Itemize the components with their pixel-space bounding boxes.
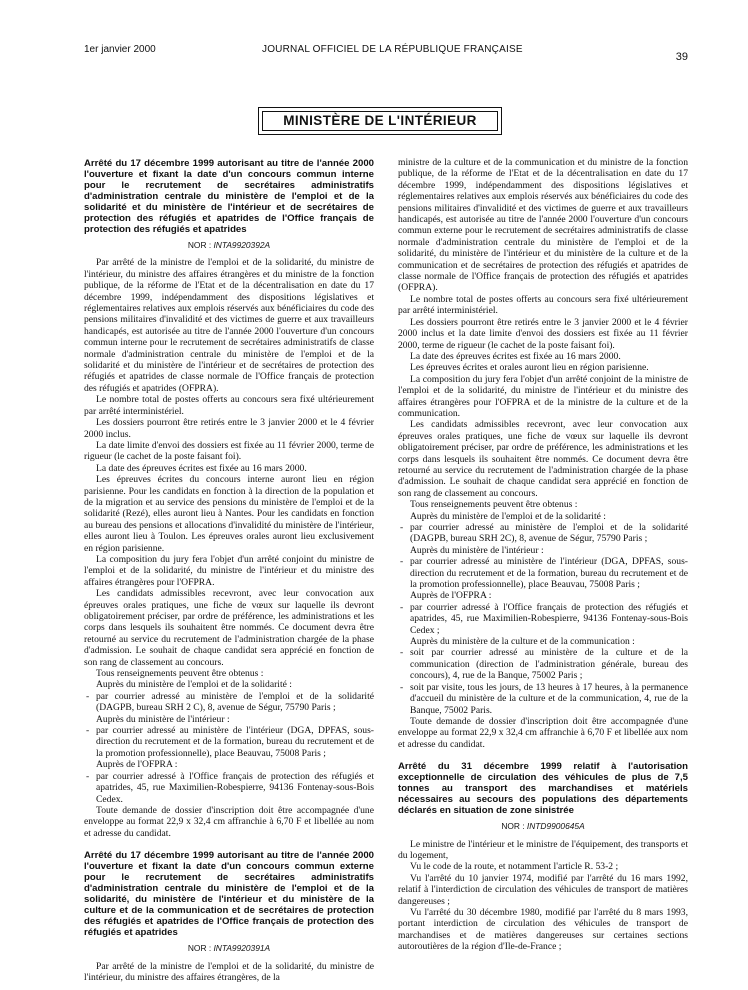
article-separator [398, 750, 688, 760]
article-2-paragraph: Les dossiers pourront être retirés entre le 3 janvier 2000 et le 4 février 2000 inclus et la date limite d'envoi des dossiers est fixée au 11 février 2000, terme de rigueur (le cachet de la poste faisant foi). [398, 316, 688, 351]
article-3-paragraph: Vu l'arrêté du 30 décembre 1980, modifié par l'arrêté du 8 mars 1993, portant interdiction de circulation des véhicules de transport de marchandises et de matières dangereuses sur certaines sections autoroutières de la région d'Ile-de-France ; [398, 906, 688, 953]
article-3-paragraph: Le ministre de l'intérieur et le ministre de l'équipement, des transports et du logement, [398, 838, 688, 861]
article-1-paragraph: Tous renseignements peuvent être obtenus : [96, 668, 264, 680]
article-2-nor-code: INTA9920391A [213, 943, 271, 954]
article-2-paragraph: Toute demande de dossier d'inscription doit être accompagnée d'une enveloppe au format 22,9 x 32,4 cm affranchie à 6,70 F et libellée aux nom et adresse du candidat. [398, 715, 688, 750]
article-1-contact: - par courrier adressé au ministère de l'emploi et de la solidarité (DAGPB, bureau SRH 2 C), 8, avenue de Ségur, 75790 Paris ; [84, 691, 374, 714]
article-1-paragraph: Auprès du ministère de l'intérieur : [96, 713, 230, 725]
article-3-paragraph: Vu l'arrêté du 10 janvier 1974, modifié par l'arrêté du 16 mars 1992, relatif à l'interdiction de circulation des véhicules de transport de matières dangereuses ; [398, 872, 688, 907]
article-1-paragraph: Toute demande de dossier d'inscription doit être accompagnée d'une enveloppe au format 22,9 x 32,4 cm affranchie à 6,70 F et libellée au nom et adresse du candidat. [84, 804, 374, 839]
article-2-paragraph: Auprès du ministère de la culture et de la communication : [410, 636, 635, 648]
article-1-paragraph: Auprès du ministère de l'emploi et de la solidarité : [96, 679, 292, 691]
article-separator [84, 839, 374, 849]
article-2-paragraph: ministre de la culture et de la communication et du ministre de la fonction publique, de la réforme de l'Etat et de la décentralisation en date du 17 décembre 1999, indépendamment des dispositions législatives et réglementaires relatives aux emplois réservés aux bénéficiaires du code des pensions militaires d'invalidité et des victimes de guerre et aux travailleurs handicapés, est autorisée au titre de l'année 2000 l'ouverture d'un concours commun externe pour le recrutement de secrétaires administratifs de classe normale d'administration centrale du ministère de l'emploi et de la solidarité, du ministère de l'intérieur et du ministère de la culture et de la communication et de secrétaires de protection des réfugiés et apatrides de classe normale de l'Office français de protection des réfugiés et apatrides (OFPRA). [398, 157, 688, 294]
article-2-paragraph: Le nombre total de postes offerts au concours sera fixé ultérieurement par arrêté interministériel. [398, 293, 688, 317]
article-1-paragraph: La composition du jury fera l'objet d'un arrêté conjoint du ministre de l'emploi et de la solidarité, du ministre de l'intérieur et du ministre des affaires étrangères pour l'OFPRA. [84, 553, 374, 588]
left-column [84, 157, 374, 983]
article-1-contact: - par courrier adressé à l'Office français de protection des réfugiés et apatrides, 45, rue Maximilien-Robespierre, 94136 Fontenay-sous-Bois Cedex. [84, 771, 374, 805]
article-3-nor-code: INTD9900645A [526, 821, 585, 832]
journal-title: JOURNAL OFFICIEL DE LA RÉPUBLIQUE FRANÇAISE [262, 44, 523, 55]
page-header [84, 44, 688, 63]
article-1-paragraph: Les candidats admissibles recevront, avec leur convocation aux épreuves orales pratiques, une fiche de vœux sur laquelle ils devront obligatoirement préciser, par ordre de préférence, les administrations et les corps dans lesquels ils souhaitent être nommés. Ce document devra être retourné au service du recrutement de l'administration chargée de la phase d'admission. Le souhait de chaque candidat sera apprécié en fonction de son rang de classement au concours. [84, 588, 374, 668]
article-2-contact: - soit par visite, tous les jours, de 13 heures à 17 heures, à la permanence d'accueil du ministère de la culture et de la communication, 4, rue de la Banque, 75002 Paris. [398, 682, 688, 716]
page-number: 39 [675, 51, 688, 63]
article-2-nor: NOR : INTA9920391A [187, 943, 271, 954]
article-2-paragraph: Tous renseignements peuvent être obtenus : [410, 499, 578, 511]
article-2-contact: - par courrier adressé à l'Office français de protection des réfugiés et apatrides, 45, rue Maximilien-Robespierre, 94136 Fontenay-sous-Bois Cedex ; [398, 602, 688, 636]
article-1-paragraph: Les dossiers pourront être retirés entre le 3 janvier 2000 et le 4 février 2000 inclus. [84, 417, 374, 440]
article-2-title: Arrêté du 17 décembre 1999 autorisant au titre de l'année 2000 l'ouverture et fixant la date d'un concours commun externe pour le recrutement de secrétaires administratifs d'administration centrale du ministère de l'emploi et de la solidarité, du ministère de l'intérieur et du ministère de la culture et de la communication et de secrétaires de protection des réfugiés et apatrides de l'Office français de protection des réfugiés et apatrides [84, 850, 374, 939]
article-1-paragraph: Par arrêté de la ministre de l'emploi et de la solidarité, du ministre de l'intérieur, du ministre des affaires étrangères et du ministre de la fonction publique, de la réforme de l'Etat et de la décentralisation en date du 17 décembre 1999, indépendamment des dispositions législatives et réglementaires relatives aux emplois réservés aux bénéficiaires du code des pensions militaires d'invalidité et des victimes de guerre et aux travailleurs handicapés, est autorisée au titre de l'année 2000 l'ouverture d'un concours commun interne pour le recrutement de secrétaires administratifs de classe normale d'administration centrale du ministère de l'emploi et de la solidarité et du ministère de l'intérieur et de secrétaires de protection des réfugiés et apatrides de classe normale de l'Office français de protection des réfugiés et apatrides (OFPRA). [84, 257, 374, 394]
article-2-paragraph: Auprès de l'OFPRA : [410, 590, 492, 602]
article-2-paragraph: Auprès du ministère de l'intérieur : [410, 544, 544, 556]
article-1-title: Arrêté du 17 décembre 1999 autorisant au titre de l'année 2000 l'ouverture et fixant la date d'un concours commun interne pour le recrutement de secrétaires administratifs d'administration centrale du ministère de l'emploi et de la solidarité et du ministère de l'intérieur et de secrétaires de protection des réfugiés et apatrides de l'Office français de protection des réfugiés et apatrides [84, 158, 374, 235]
article-2-contact: - par courrier adressé au ministère de l'emploi et de la solidarité (DAGPB, bureau SRH 2C), 8, avenue de Ségur, 75790 Paris ; [398, 522, 688, 545]
article-2-paragraph: Auprès du ministère de l'emploi et de la solidarité : [410, 510, 606, 522]
article-2-paragraph: Par arrêté de la ministre de l'emploi et de la solidarité, du ministre de l'intérieur, du ministre des affaires étrangères, de la [84, 960, 374, 983]
article-1-paragraph: Auprès de l'OFPRA : [96, 759, 178, 771]
article-1-nor: NOR : INTA9920392A [187, 240, 271, 250]
article-3-title: Arrêté du 31 décembre 1999 relatif à l'autorisation exceptionnelle de circulation des véhicules de plus de 7,5 tonnes au transport des marchandises et matériels nécessaires au secours des populations des départements déclarés en situation de zone sinistrée [398, 761, 688, 817]
article-2-paragraph: La composition du jury fera l'objet d'un arrêté conjoint de la ministre de l'emploi et de la solidarité, du ministre de l'intérieur et du ministre des affaires étrangères pour l'OFPRA et de la ministre de la culture et de la communication. [398, 373, 688, 419]
article-3-paragraph: Vu le code de la route, et notamment l'article R. 53-2 ; [410, 861, 619, 873]
article-1-paragraph: La date des épreuves écrites est fixée au 16 mars 2000. [96, 462, 307, 474]
article-2-paragraph: La date des épreuves écrites est fixée au 16 mars 2000. [410, 350, 621, 362]
article-1-paragraph: La date limite d'envoi des dossiers est fixée au 11 février 2000, terme de rigueur (le cachet de la poste faisant foi). [84, 439, 374, 463]
article-2-paragraph: Les épreuves écrites et orales auront lieu en région parisienne. [410, 362, 649, 374]
ministry-heading-box [258, 107, 502, 135]
issue-date: 1er janvier 2000 [84, 44, 156, 55]
article-1-paragraph: Les épreuves écrites du concours interne auront lieu en région parisienne. Pour les candidats en fonction à la direction de la population et de la migration et au service des pensions du ministère de l'emploi et de la solidarité (Rezé), elles auront lieu à Nantes. Pour les candidats en fonction au bureau des pensions et allocations d'invalidité du ministère de l'intérieur, elles auront lieu à Toulon. Les épreuves orales auront lieu exclusivement en région parisienne. [84, 474, 375, 554]
ministry-heading: MINISTÈRE DE L'INTÉRIEUR [262, 111, 498, 131]
article-1-nor-code: INTA9920392A [213, 240, 271, 250]
article-2-contact: - par courrier adressé au ministère de l'intérieur (DGA, DPFAS, sous-direction du recrutement et de la formation, bureau du recrutement et de la promotion professionnelle), place Beauvau, 75008 Paris ; [398, 556, 688, 590]
article-2-paragraph: Les candidats admissibles recevront, avec leur convocation aux épreuves orales pratiques, une fiche de vœux sur laquelle ils devront obligatoirement préciser, par ordre de préférence, les administrations et les corps dans lesquels ils souhaitent être nommés. Ce document devra être retourné au service du recrutement de l'administration chargée de la phase d'admission. Le souhait de chaque candidat sera apprécié en fonction de son rang de classement au concours. [398, 419, 688, 499]
article-1-paragraph: Le nombre total de postes offerts au concours sera fixé ultérieurement par arrêté interministériel. [84, 394, 374, 417]
right-column [398, 157, 688, 953]
article-3-nor: NOR : INTD9900645A [501, 821, 585, 832]
article-1-contact: - par courrier adressé au ministère de l'intérieur (DGA, DPFAS, sous-direction du recrutement et de la formation, bureau du recrutement et de la promotion professionnelle), place Beauvau, 75008 Paris ; [84, 725, 374, 759]
article-2-contact: - soit par courrier adressé au ministère de la culture et de la communication (direction de l'administration générale, bureau des concours), 4, rue de la Banque, 75002 Paris ; [398, 647, 688, 681]
